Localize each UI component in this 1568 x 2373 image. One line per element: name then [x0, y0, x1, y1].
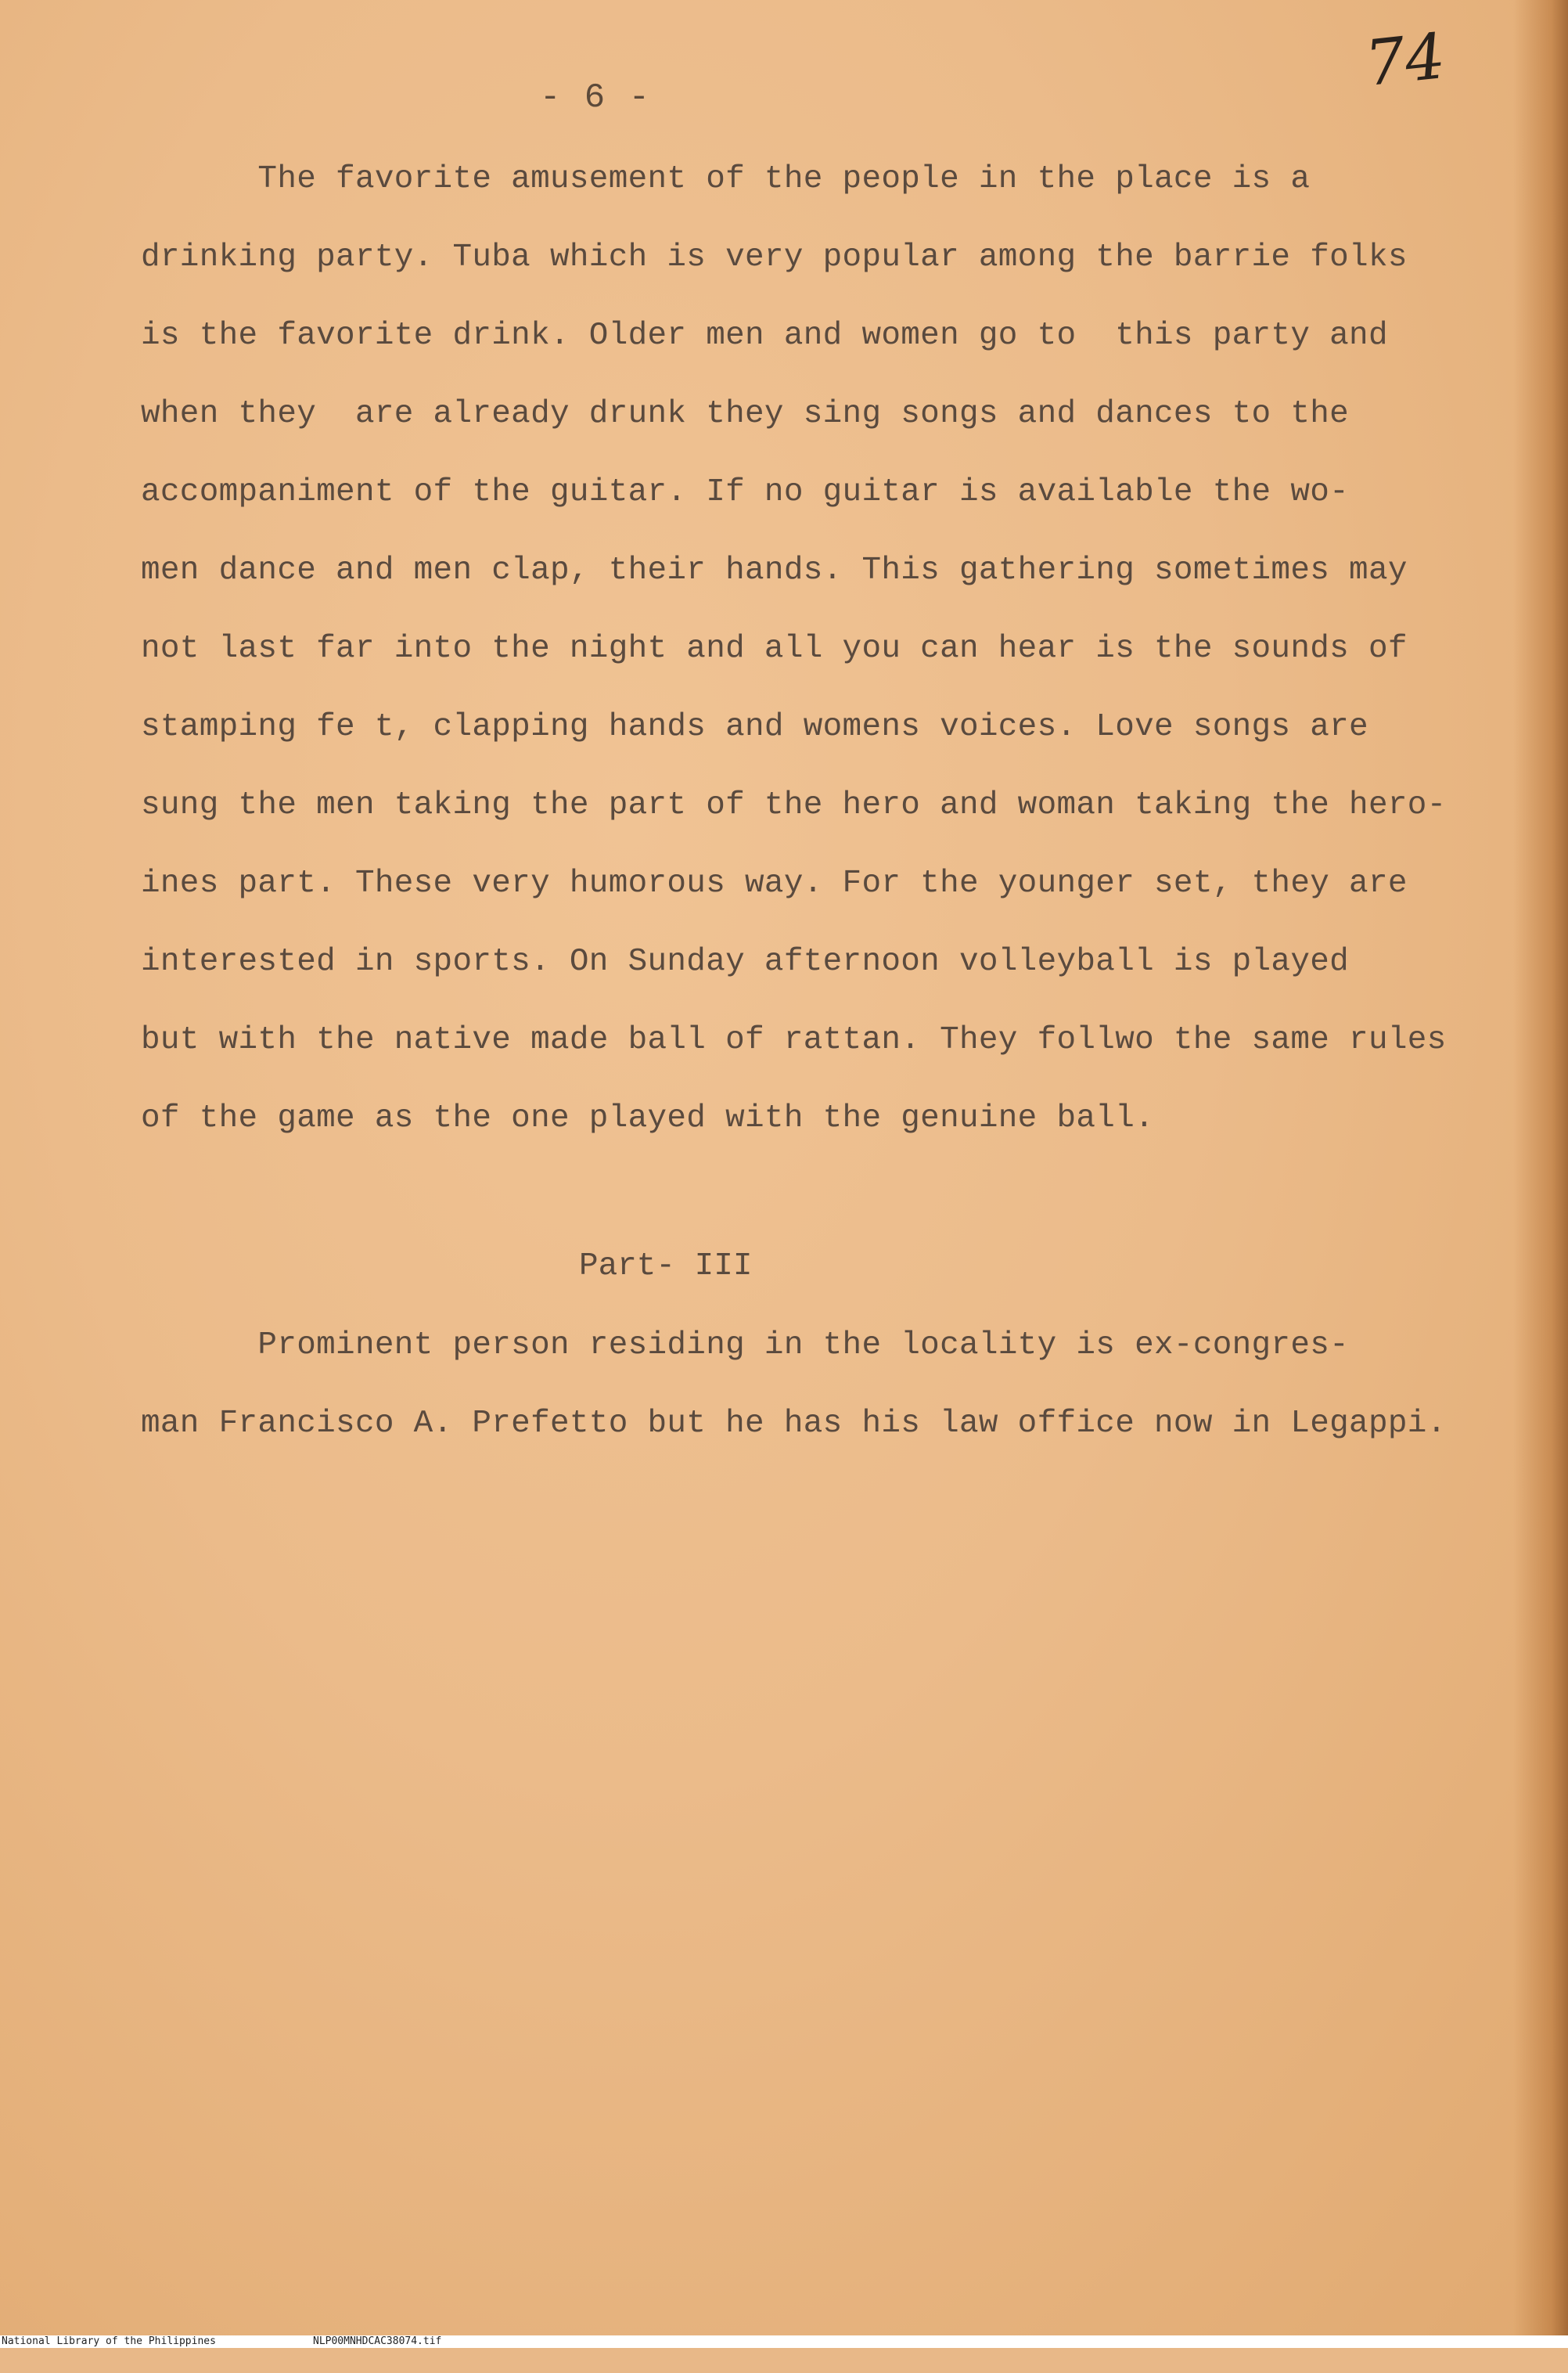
footer-filename: NLP00MNHDCAC38074.tif	[313, 2335, 442, 2347]
handwritten-folio-number: 74	[1361, 19, 1449, 101]
body-line: Prominent person residing in the locality is ex-congres-	[141, 1327, 1350, 1363]
body-line: stamping fe t, clapping hands and womens voices. Love songs are	[141, 709, 1368, 745]
page-number: - 6 -	[540, 78, 652, 117]
body-line: The favorite amusement of the people in the place is a	[141, 161, 1311, 197]
body-line: ines part. These very humorous way. For the younger set, they are	[141, 866, 1408, 902]
body-line: sung the men taking the part of the hero and woman taking the hero-	[141, 787, 1447, 823]
body-line: drinking party. Tuba which is very popular among the barrie folks	[141, 239, 1408, 275]
scan-footer	[0, 2335, 1568, 2348]
body-line: man Francisco A. Prefetto but he has his law office now in Legappi.	[141, 1406, 1447, 1442]
body-line: when they are already drunk they sing songs and dances to the	[141, 396, 1350, 432]
body-line: accompaniment of the guitar. If no guitar is available the wo-	[141, 474, 1350, 510]
section-heading: Part- III	[579, 1248, 753, 1284]
page-edge-shadow	[1513, 0, 1568, 2335]
footer-institution: National Library of the Philippines	[2, 2335, 216, 2347]
body-line: but with the native made ball of rattan. They follwo the same rules	[141, 1022, 1447, 1058]
body-line: not last far into the night and all you can hear is the sounds of	[141, 631, 1408, 667]
body-line: men dance and men clap, their hands. This gathering sometimes may	[141, 553, 1408, 589]
body-line: interested in sports. On Sunday afternoon volleyball is played	[141, 944, 1350, 980]
body-line: is the favorite drink. Older men and women go to this party and	[141, 318, 1388, 354]
body-line: of the game as the one played with the genuine ball.	[141, 1100, 1155, 1136]
